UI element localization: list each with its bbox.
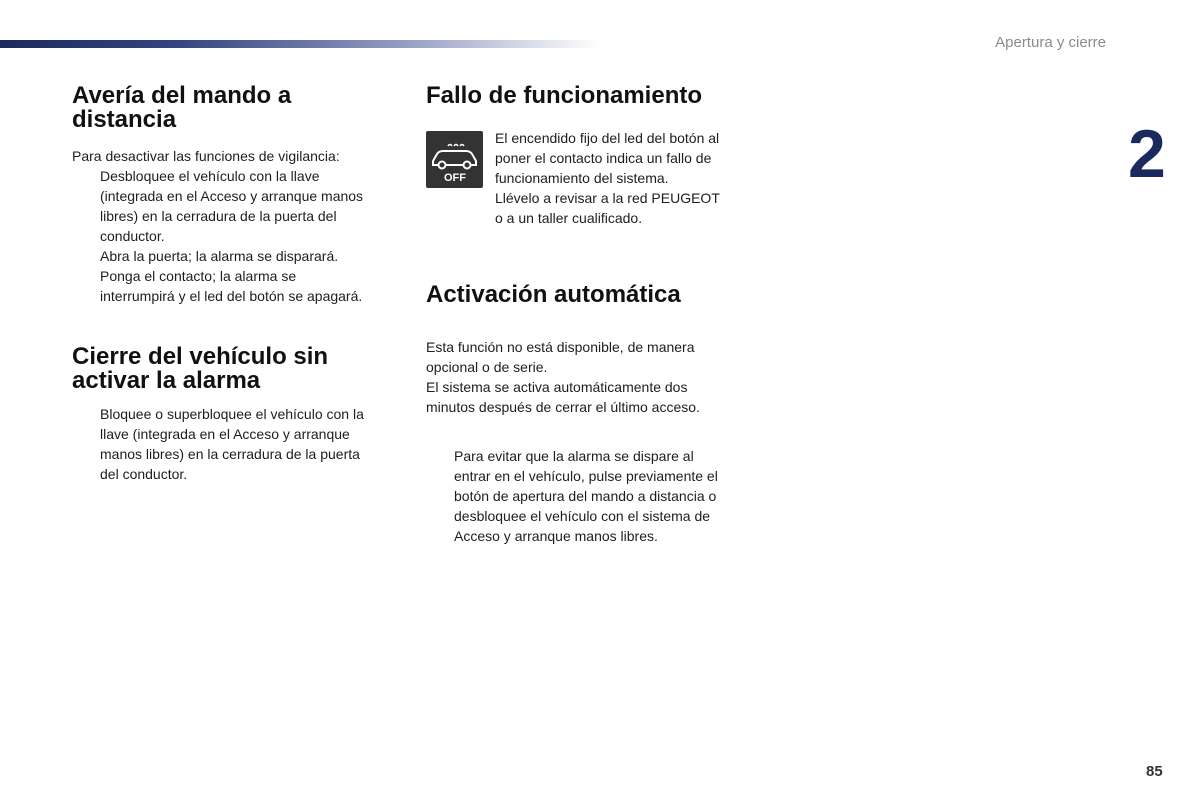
svg-text:OFF: OFF [444,172,466,184]
section-heading: Activación automática [426,281,681,308]
text-line: El sistema se activa automáticamente dos [426,379,688,395]
header-gradient-bar [0,40,600,48]
text-line: Esta función no está disponible, de manera [426,339,695,355]
auto-activation-text [426,337,766,546]
section-malfunction [426,84,766,108]
text-line: o a un taller cualificado. [495,210,643,226]
instruction-list [72,166,412,306]
section-auto-activation [426,283,766,307]
list-item: Abra la puerta; la alarma se disparará. [100,248,339,264]
text-line: funcionamiento del sistema. [495,170,669,186]
list-item: Ponga el contacto; la alarma se interrumpirá y el led del botón se apagará. [100,268,363,304]
section-heading: Fallo de funcionamiento [426,82,703,109]
text-line: minutos después de cerrar el último acceso. [426,399,700,415]
section-remote-failure [72,84,412,306]
text-line: poner el contacto indica un fallo de [495,150,712,166]
text-line: Llévelo a revisar a la red PEUGEOT [495,190,720,206]
list-item: Desbloquee el vehículo con la llave (integrada en el Acceso y arranque manos libres) en la cerradura de la puerta del conductor. [100,168,364,244]
instruction-list [426,446,766,546]
page-number: 85 [1146,763,1163,780]
section-lock-without-alarm [72,345,412,484]
section-heading: Avería del mando a distancia [72,82,292,133]
section-heading: Cierre del vehículo sin activar la alarma [72,343,329,394]
text-line: El encendido fijo del led del botón al [495,130,720,146]
alarm-off-icon [426,131,483,188]
malfunction-text [495,128,765,228]
text-line: opcional o de serie. [426,359,548,375]
intro-text: Para desactivar las funciones de vigilancia: [72,148,340,164]
chapter-number: 2 [1128,116,1166,192]
list-item: Para evitar que la alarma se dispare al entrar en el vehículo, pulse previamente el botón de apertura del mando a distancia o desbloquee el vehículo con el sistema de Acceso y arranque manos libres. [454,448,718,544]
list-item: Bloquee o superbloquee el vehículo con la llave (integrada en el Acceso y arranque manos libres) en la cerradura de la puerta del conductor. [100,406,364,482]
section-title: Apertura y cierre [995,34,1106,51]
instruction-list [72,404,412,484]
